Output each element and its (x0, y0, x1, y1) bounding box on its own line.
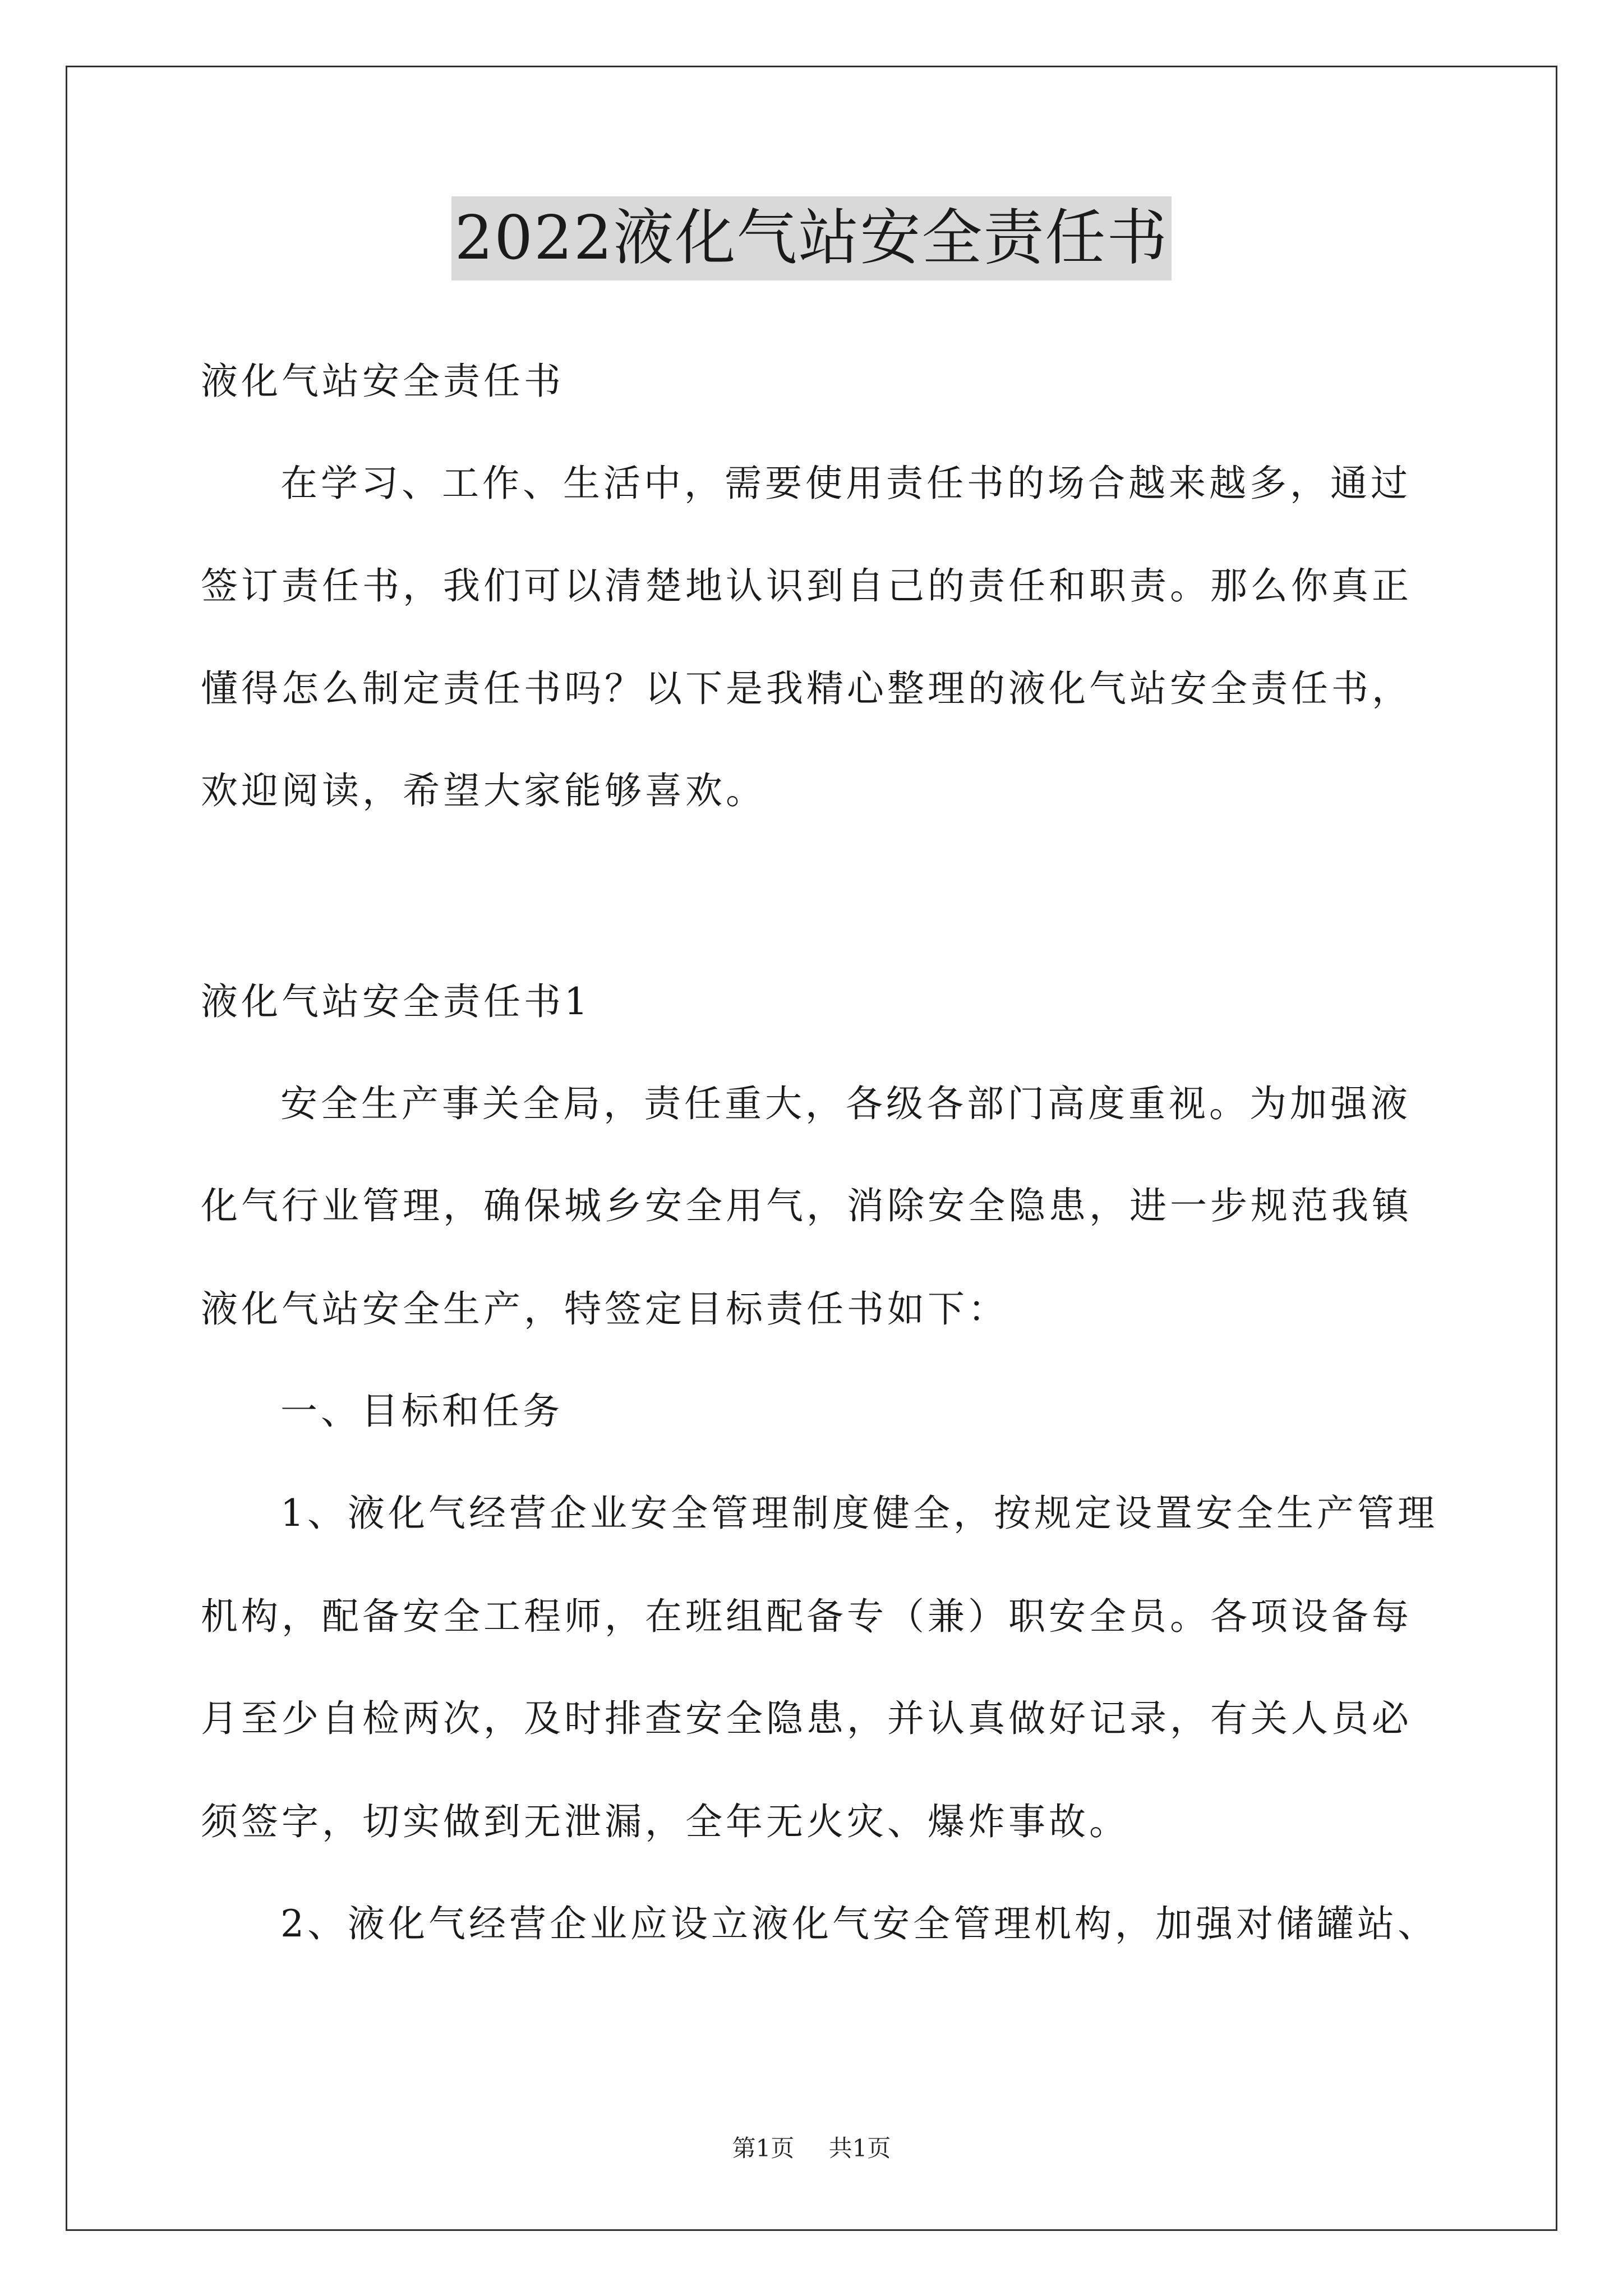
intro-line-3: 懂得怎么制定责任书吗？以下是我精心整理的液化气站安全责任书， (201, 667, 1412, 710)
page-total: 共1页 (828, 2134, 891, 2162)
section-heading: 液化气站安全责任书1 (201, 980, 591, 1023)
page-number: 第1页 (732, 2134, 795, 2162)
item1-line-2: 机构，配备安全工程师，在班组配备专（兼）职安全员。各项设备每 (201, 1595, 1412, 1638)
item1-line-4: 须签字，切实做到无泄漏，全年无火灾、爆炸事故。 (201, 1800, 1129, 1843)
intro-line-2: 签订责任书，我们可以清楚地认识到自己的责任和职责。那么你真正 (201, 564, 1412, 608)
title-container (0, 196, 1623, 280)
document-subtitle: 液化气站安全责任书 (201, 360, 564, 403)
section-intro-line-1: 安全生产事关全局，责任重大，各级各部门高度重视。为加强液 (280, 1082, 1411, 1125)
item1-line-1: 1、液化气经营企业安全管理制度健全，按规定设置安全生产管理 (280, 1492, 1438, 1535)
item2-line-1: 2、液化气经营企业应设立液化气安全管理机构，加强对储罐站、 (280, 1902, 1438, 1945)
document-title: 2022液化气站安全责任书 (451, 196, 1172, 280)
section-intro-line-3: 液化气站安全生产，特签定目标责任书如下： (201, 1287, 1008, 1331)
section-intro-line-2: 化气行业管理，确保城乡安全用气，消除安全隐患，进一步规范我镇 (201, 1184, 1412, 1227)
goal-heading: 一、目标和任务 (280, 1389, 563, 1433)
item1-line-3: 月至少自检两次，及时排查安全隐患，并认真做好记录，有关人员必 (201, 1697, 1412, 1740)
intro-line-4: 欢迎阅读，希望大家能够喜欢。 (201, 769, 766, 812)
intro-line-1: 在学习、工作、生活中，需要使用责任书的场合越来越多，通过 (280, 462, 1411, 505)
page-footer (0, 2132, 1623, 2165)
